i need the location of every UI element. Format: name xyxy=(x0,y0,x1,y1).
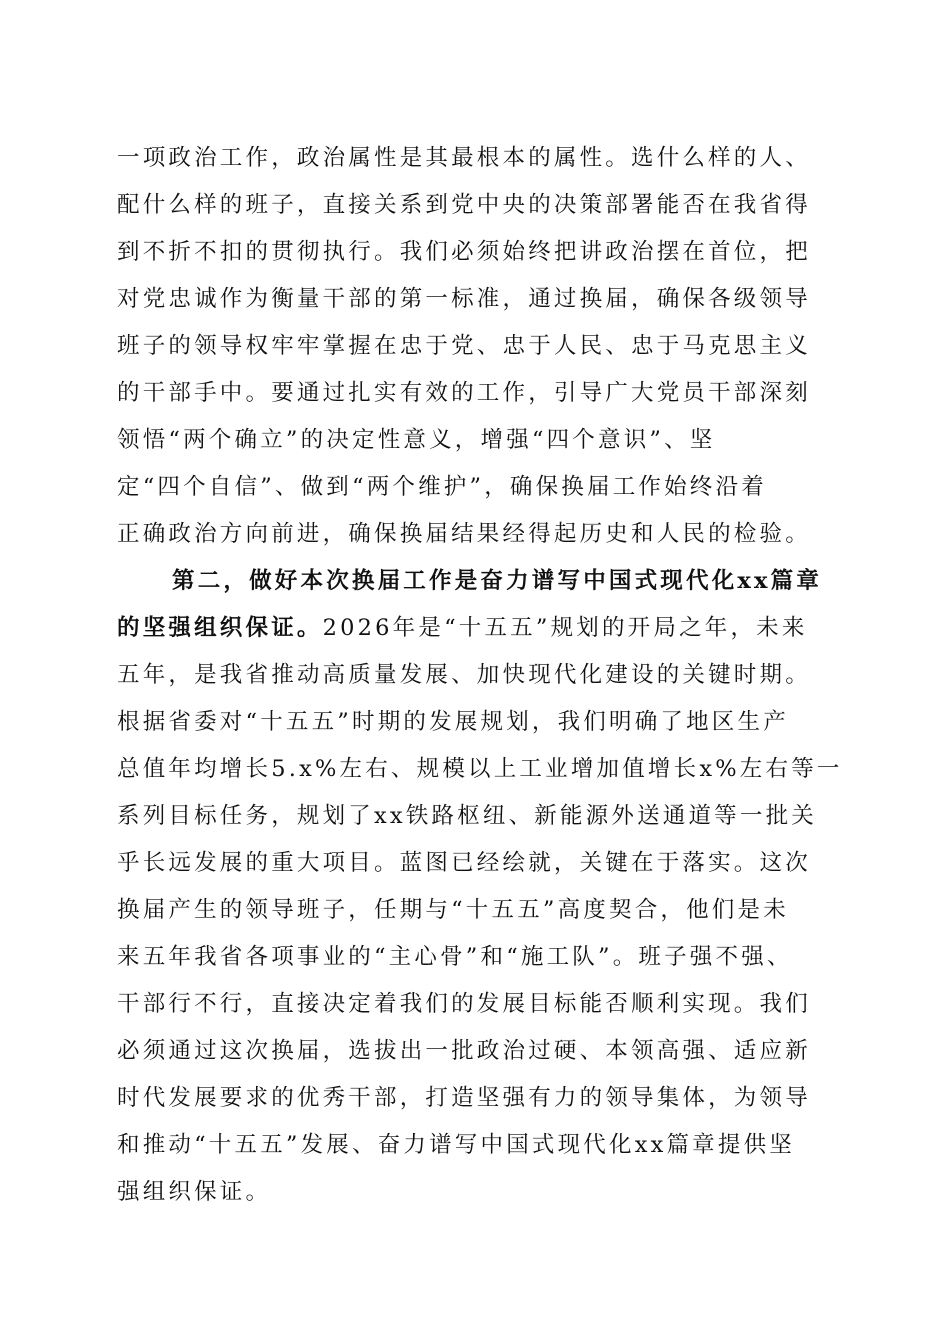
paragraph-heading-end: 的坚强组织保证。 xyxy=(117,615,323,641)
text-line: 班子的领导权牢牢掌握在忠于党、忠于人民、忠于马克思主义 xyxy=(117,333,811,359)
text-line: 正确政治方向前进，确保换届结果经得起历史和人民的检验。 xyxy=(117,521,811,547)
text-line: 根据省委对“十五五”时期的发展规划，我们明确了地区生产 xyxy=(117,709,789,735)
text-line: 到不折不扣的贯彻执行。我们必须始终把讲政治摆在首位，把 xyxy=(117,239,811,265)
text-line: 和推动“十五五”发展、奋力谱写中国式现代化xx篇章提供坚 xyxy=(117,1132,795,1158)
text-line: 对党忠诚作为衡量干部的第一标准，通过换届，确保各级领导 xyxy=(117,286,811,312)
text-line: 五年，是我省推动高质量发展、加快现代化建设的关键时期。 xyxy=(117,662,811,688)
text-line: 领悟“两个确立”的决定性意义，增强“四个意识”、坚 xyxy=(117,427,716,453)
text-line-rest: 2026年是“十五五”规划的开局之年，未来 xyxy=(322,615,808,641)
text-line: 一项政治工作，政治属性是其最根本的属性。选什么样的人、 xyxy=(117,145,811,171)
text-line: 的干部手中。要通过扎实有效的工作，引导广大党员干部深刻 xyxy=(117,380,811,406)
text-line: 必须通过这次换届，选拔出一批政治过硬、本领高强、适应新 xyxy=(117,1038,811,1064)
text-line: 时代发展要求的优秀干部，打造坚强有力的领导集体，为领导 xyxy=(117,1085,811,1111)
text-line: 定“四个自信”、做到“两个维护”，确保换届工作始终沿着 xyxy=(117,474,767,500)
text-line xyxy=(117,613,808,643)
text-line: 干部行不行，直接决定着我们的发展目标能否顺利实现。我们 xyxy=(117,991,811,1017)
text-line: 乎长远发展的重大项目。蓝图已经绘就，关键在于落实。这次 xyxy=(117,850,811,876)
text-line: 换届产生的领导班子，任期与“十五五”高度契合，他们是未 xyxy=(117,897,789,923)
text-line: 系列目标任务，规划了xx铁路枢纽、新能源外送通道等一批关 xyxy=(117,803,817,829)
text-line: 强组织保证。 xyxy=(117,1179,272,1205)
text-line: 总值年均增长5.x%左右、规模以上工业增加值增长x%左右等一 xyxy=(117,756,843,782)
text-line: 来五年我省各项事业的“主心骨”和“施工队”。班子强不强、 xyxy=(117,944,793,970)
paragraph-heading: 第二，做好本次换届工作是奋力谱写中国式现代化xx篇章 xyxy=(172,568,823,594)
text-line: 配什么样的班子，直接关系到党中央的决策部署能否在我省得 xyxy=(117,192,811,218)
